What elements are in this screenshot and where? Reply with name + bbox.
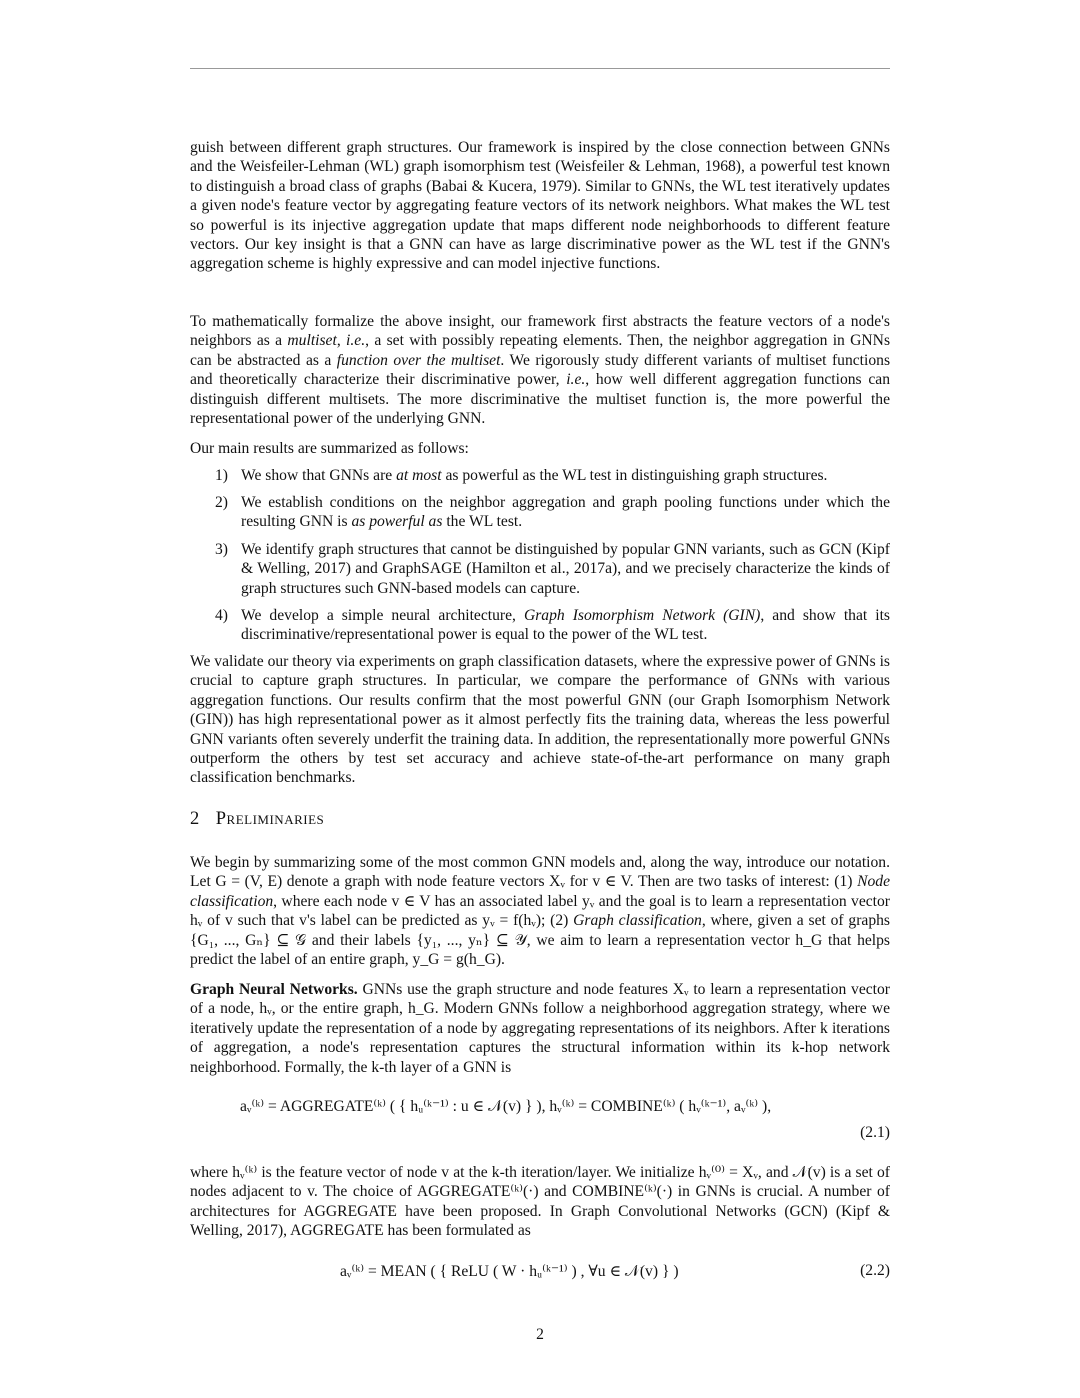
- paragraph-aggregate: where hᵥ⁽ᵏ⁾ is the feature vector of node v at the k-th iteration/layer. We initialize hᵥ⁽⁰⁾ = Xᵥ, and 𝒩(v) is a set of nodes adjacent to v. The choice of AGGREGATE⁽ᵏ⁾(·) and COMBINE⁽ᵏ⁾(·) in GNNs is crucial. A number of architectures for AGGREGATE have been proposed. In Graph Convolutional Networks (GCN) (Kipf & Welling, 2017), AGGREGATE has been formulated as: [190, 1164, 890, 1240]
- paragraph-notation: [190, 853, 890, 969]
- emph: i.e.: [566, 371, 586, 389]
- list-item: [215, 606, 890, 645]
- list-number: 4): [215, 607, 228, 624]
- list-item: [215, 466, 890, 485]
- emph: Node classification: [190, 873, 890, 910]
- section-title: Preliminaries: [215, 809, 325, 829]
- section-heading: [190, 809, 324, 830]
- equation-number: (2.2): [860, 1262, 890, 1279]
- text: , where, given a set of graphs {G₁, ..., Gₙ} ⊆ 𝒢 and their labels {y₁, ..., yₙ} ⊆ 𝒴, we aim to learn a representation vector h_G that helps predict the label of an entire graph, y_G = g(h_G).: [190, 912, 890, 969]
- emph: as powerful as: [351, 513, 443, 531]
- emph: Graph classification: [573, 912, 702, 930]
- list-number: 1): [215, 467, 228, 484]
- text: To mathematically formalize the above insight, our framework first abstracts the feature vectors of a node's neighbors as a: [190, 313, 890, 350]
- text: the WL test.: [442, 513, 523, 531]
- equation-number: (2.1): [860, 1124, 890, 1141]
- paragraph-heading: Graph Neural Networks.: [190, 981, 358, 998]
- list-item: [215, 493, 890, 532]
- paragraph-experiments: We validate our theory via experiments on graph classification datasets, where the expressive power of GNNs is crucial to capture graph structures. In particular, we compare the performance of GNNs with various aggregation functions. Our results confirm that the most powerful GNN (our Graph Isomorphism Network (GIN)) has high representational power as it almost perfectly fits the training data, whereas the less powerful GNN variants often severely underfit the training data. In addition, the representationally more powerful GNNs outperform the others by test set accuracy and achieve state-of-the-art performance on many graph classification benchmarks.: [190, 653, 890, 787]
- emph: multiset: [287, 332, 337, 350]
- text: . We rigorously study different variants of multiset functions and theoretically characterize their discriminative power,: [190, 351, 891, 389]
- emph: function over the multiset: [336, 351, 501, 369]
- emph: at most: [396, 467, 442, 484]
- text: We identify graph structures that cannot be distinguished by popular GNN variants, such as GCN (Kipf & Welling, 2017) and GraphSAGE (Hamilton et al., 2017a), and we precisely characterize the kinds of graph structures such GNN-based models can capture.: [241, 541, 890, 597]
- paragraph-gnn: [190, 980, 890, 1077]
- paragraph-intro: guish between different graph structures. Our framework is inspired by the close connection between GNNs and the Weisfeiler-Lehman (WL) graph isomorphism test (Weisfeiler & Lehman, 1968), a powerful test known to distinguish a broad class of graphs (Babai & Kucera, 1979). Similar to GNNs, the WL test iteratively updates a given node's feature vector by aggregating feature vectors of its network neighbors. What makes the WL test so powerful is its injective aggregation update that maps different node neighborhoods to different feature vectors. Our key insight is that a GNN can have as large discriminative power as the WL test if the GNN's aggregation scheme is highly expressive and can model injective functions.: [190, 139, 890, 273]
- text: We establish conditions on the neighbor aggregation and graph pooling functions under which the resulting GNN is: [241, 494, 890, 531]
- list-number: 3): [215, 541, 228, 558]
- paragraph-results-intro: Our main results are summarized as follows:: [190, 440, 469, 457]
- emph: Graph Isomorphism Network (GIN): [523, 607, 761, 624]
- text: We develop a simple neural architecture,: [241, 607, 524, 624]
- equation-2-2: aᵥ⁽ᵏ⁾ = MEAN ( { ReLU ( W · hᵤ⁽ᵏ⁻¹⁾ ) , ∀u ∈ 𝒩(v) } ): [340, 1263, 679, 1280]
- text: We show that GNNs are: [241, 467, 397, 484]
- emph: i.e.: [346, 332, 366, 350]
- text: as powerful as the WL test in distinguishing graph structures.: [441, 467, 828, 484]
- list-item: [215, 540, 890, 598]
- header-rule: [190, 68, 890, 69]
- text: GNNs use the graph structure and node features Xᵥ to learn a representation vector of a node, hᵥ, or the entire graph, h_G. Modern GNNs follow a neighborhood aggregation strategy, where we iteratively update the representation of a node by aggregating representations of its neighbors. After k iterations of aggregation, a node's representation captures the structural information within its k-hop network neighborhood. Formally, the k-th layer of a GNN is: [190, 981, 890, 1076]
- text: ,: [336, 332, 347, 350]
- list-number: 2): [215, 494, 228, 511]
- section-number: 2: [190, 809, 200, 829]
- text: , where each node v ∈ V has an associated label yᵥ and the goal is to learn a representation vector hᵥ of v such that v's label can be predicted as yᵥ = f(hᵥ); (2): [190, 892, 890, 930]
- text: , a set with possibly repeating elements. Then, the neighbor aggregation in GNNs can be abstracted as a: [190, 332, 891, 369]
- page-number: 2: [536, 1326, 544, 1343]
- text: We begin by summarizing some of the most common GNN models and, along the way, introduce our notation. Let G = (V, E) denote a graph with node feature vectors Xᵥ for v ∈ V. Then are two tasks of interest: (1): [190, 854, 890, 891]
- text: , and show that its discriminative/representational power is equal to the power of the WL test.: [241, 607, 890, 644]
- paragraph-multiset: [190, 312, 890, 428]
- text: , how well different aggregation functions can distinguish different multisets. The more discriminative the multiset function is, the more powerful the representational power of the underlying GNN.: [190, 371, 890, 428]
- equation-2-1: aᵥ⁽ᵏ⁾ = AGGREGATE⁽ᵏ⁾ ( { hᵤ⁽ᵏ⁻¹⁾ : u ∈ 𝒩(v) } ), hᵥ⁽ᵏ⁾ = COMBINE⁽ᵏ⁾ ( hᵥ⁽ᵏ⁻¹⁾, aᵥ⁽ᵏ⁾ ),: [240, 1098, 772, 1115]
